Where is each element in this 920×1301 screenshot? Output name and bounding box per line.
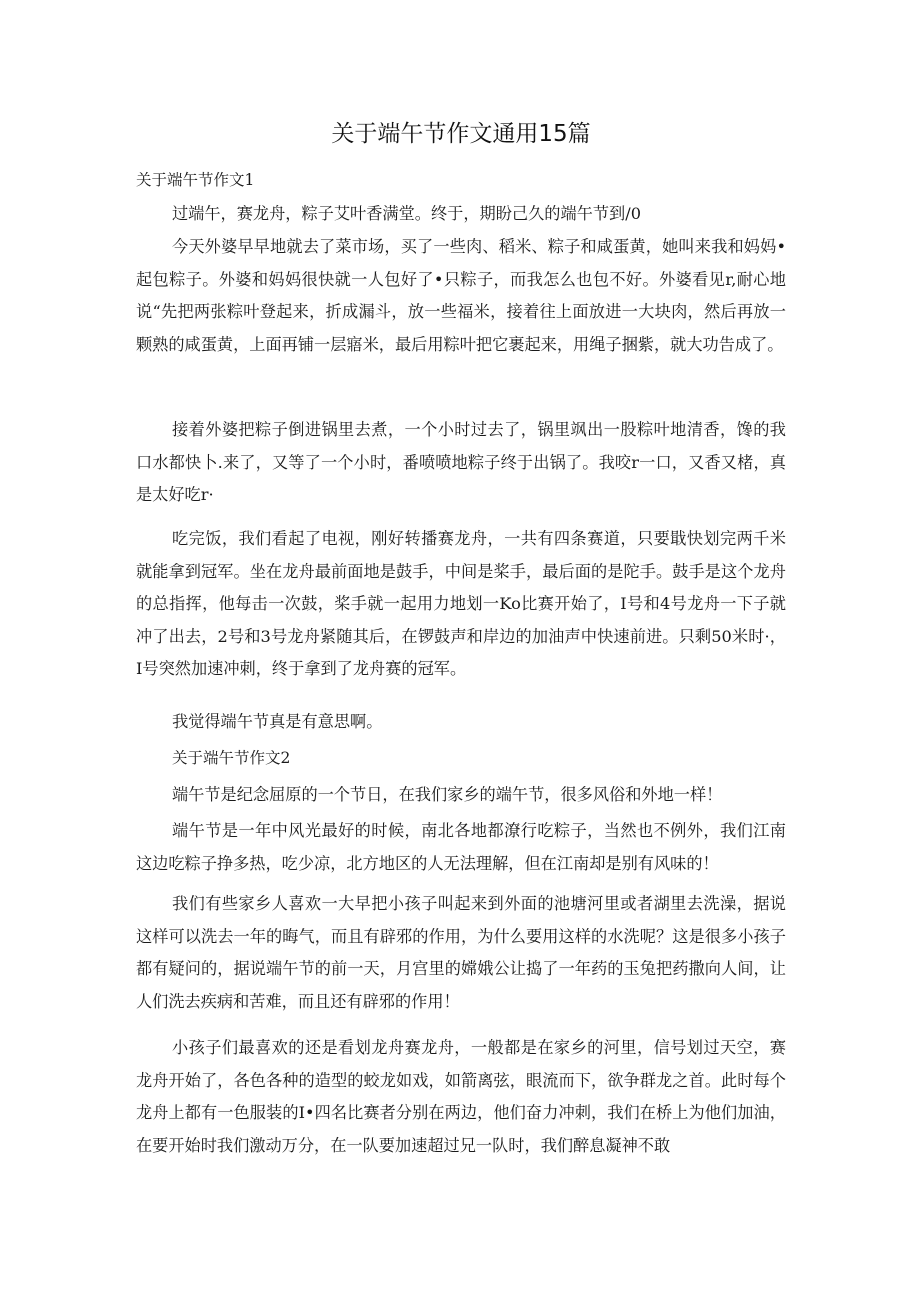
- paragraph: 今天外婆早早地就去了菜市场，买了一些肉、稻米、粽子和咸蛋黄，她叫来我和妈妈•起包粽子。外婆和妈妈很快就一人包好了•只粽子，而我怎么也包不好。外婆看见r,耐心地说“先把两张粽叶登起来，折成漏斗，放一些福米，接着往上面放进一大块肉，然后再放一颗熟的咸蛋黄，上面再铺一层寤米，最后用粽叶把它裹起来，用绳子捆紫，就大功告成了。: [136, 237, 786, 354]
- paragraph: 我们有些家乡人喜欢一大早把小孩子叫起来到外面的池塘河里或者湖里去洗澡，据说这样可以洗去一年的晦气，而且有辟邪的作用，为什么要用这样的水洗呢？这是很多小孩子都有疑问的，据说端午节的前一天，月宫里的嫦娥公让捣了一年药的玉兔把药撒向人间，让人们洗去疾病和苦难，而且还有辟邪的作用！: [136, 894, 786, 1011]
- paragraph: 过端午，赛龙舟，粽子艾叶香满堂。终于，期盼己久的端午节到/0: [172, 204, 642, 223]
- document-title: 关于端午节作文通用15篇: [331, 121, 591, 147]
- paragraph: 小孩子们最喜欢的还是看划龙舟赛龙舟，一般都是在家乡的河里，信号划过天空，赛龙舟开始了，各色各种的造型的蛟龙如戏，如箭离弦，眼流而下，欲争群龙之首。此时每个龙舟上都有一色服装的I•四名比赛者分别在两边，他们奋力冲刺，我们在桥上为他们加油，在要开始时我们激动万分，在一队要加速超过兄一队时，我们醉息凝神不敢: [136, 1038, 786, 1155]
- paragraph: 端午节是一年中风光最好的时候，南北各地都潦行吃粽子，当然也不例外，我们江南这边吃粽子挣多热，吃少凉，北方地区的人无法理解，但在江南却是别有风味的！: [136, 821, 786, 873]
- section-1-heading: 关于端午节作文1: [136, 171, 255, 189]
- paragraph: 接着外婆把粽子倒进锅里去煮，一个小时过去了，锅里飒出一股粽叶地清香，馋的我口水都快卜.来了，又等了一个小时，番喷喷地粽子终于出锅了。我咬r一口，又香又楮，真是太好吃r·: [136, 420, 786, 504]
- paragraph: 吃完饭，我们看起了电视，刚好转播赛龙舟，一共有四条赛道，只要戢快划完两千米就能拿到冠军。坐在龙舟最前面地是鼓手，中间是桨手，最后面的是陀手。鼓手是这个龙舟的总指挥，他每击一次鼓，桨手就一起用力地划一Ko比赛开始了，I号和4号龙舟一下子就冲了出去，2号和3号龙舟紧随其后，在锣鼓声和岸边的加油声中快速前进。只剩50米时·，I号突然加速冲刺，终于拿到了龙舟赛的冠军。: [136, 529, 786, 678]
- section-2-heading: 关于端午节作文2: [172, 749, 291, 767]
- paragraph: 我觉得端午节真是有意思啊。: [172, 712, 383, 731]
- paragraph: 端午节是纪念屈原的一个节日，在我们家乡的端午节，很多风俗和外地一样！: [172, 785, 723, 804]
